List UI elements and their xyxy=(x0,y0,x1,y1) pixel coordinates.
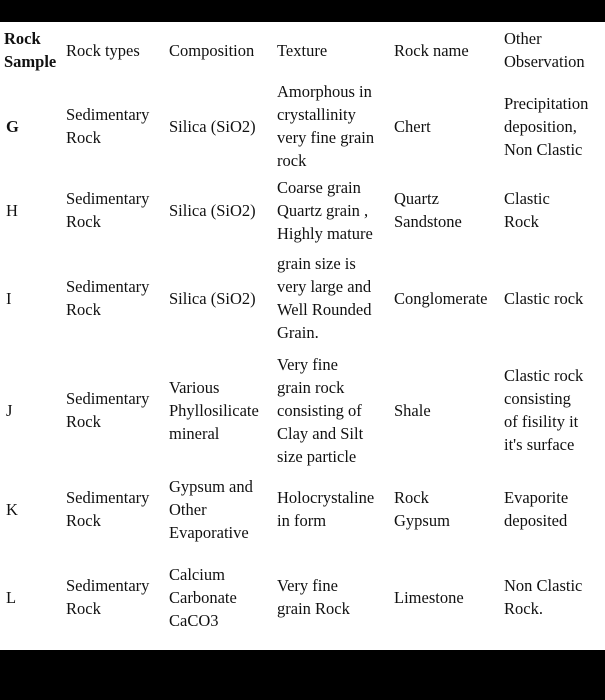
rock-type-cell: Sedimentary Rock xyxy=(66,277,150,319)
rock-name-cell: Quartz Sandstone xyxy=(394,189,462,231)
rock-type-cell: Sedimentary Rock xyxy=(66,105,150,147)
other-observation-cell: Precipitation deposition, Non Clastic xyxy=(504,93,589,159)
rock-name-cell: Conglomerate xyxy=(394,288,488,308)
table-row xyxy=(0,548,605,646)
sample-cell: J xyxy=(6,400,13,420)
composition-cell: Calcium Carbonate CaCO3 xyxy=(169,564,237,630)
texture-cell: Very fine grain Rock xyxy=(277,576,350,618)
composition-cell: Various Phyllosilicate mineral xyxy=(169,377,259,443)
rock-name-cell: Rock Gypsum xyxy=(394,488,450,530)
texture-cell: grain size is very large and Well Rounded Grain. xyxy=(277,254,372,342)
other-observation-cell: Clastic rock xyxy=(504,288,584,308)
sample-cell: I xyxy=(6,288,12,308)
rock-type-cell: Sedimentary Rock xyxy=(66,488,150,530)
header-other-observation: Other Observation xyxy=(504,29,585,71)
other-observation-cell: Clastic rock consisting of fisility it it's surface xyxy=(504,366,584,454)
rock-classification-table xyxy=(0,22,605,646)
rock-name-cell: Shale xyxy=(394,400,431,420)
header-rock-sample: Rock Sample xyxy=(4,29,57,71)
rock-table-sheet xyxy=(0,22,605,650)
composition-cell: Gypsum and Other Evaporative xyxy=(169,476,253,542)
rock-name-cell: Chert xyxy=(394,116,431,136)
table-row xyxy=(0,246,605,350)
table-row xyxy=(0,470,605,548)
rock-type-cell: Sedimentary Rock xyxy=(66,576,150,618)
sample-cell: H xyxy=(6,200,18,220)
composition-cell: Silica (SiO2) xyxy=(169,200,256,220)
table-row xyxy=(0,174,605,246)
texture-cell: Very fine grain rock consisting of Clay and Silt size particle xyxy=(277,354,364,466)
header-texture: Texture xyxy=(277,40,328,60)
header-row xyxy=(0,22,605,78)
sample-cell: L xyxy=(6,587,17,607)
rock-name-cell: Limestone xyxy=(394,587,464,607)
header-rock-types: Rock types xyxy=(66,40,140,60)
table-row xyxy=(0,78,605,174)
sample-cell: K xyxy=(6,499,18,519)
texture-cell: Holocrystaline in form xyxy=(277,488,375,530)
sample-cell: G xyxy=(6,116,19,136)
header-composition: Composition xyxy=(169,40,255,60)
texture-cell: Amorphous in crystallinity very fine grain rock xyxy=(277,82,375,170)
composition-cell: Silica (SiO2) xyxy=(169,116,256,136)
composition-cell: Silica (SiO2) xyxy=(169,288,256,308)
other-observation-cell: Clastic Rock xyxy=(504,189,550,231)
rock-type-cell: Sedimentary Rock xyxy=(66,189,150,231)
header-rock-name: Rock name xyxy=(394,40,469,60)
other-observation-cell: Evaporite deposited xyxy=(504,488,569,530)
texture-cell: Coarse grain Quartz grain , Highly mature xyxy=(277,177,373,243)
other-observation-cell: Non Clastic Rock. xyxy=(504,576,583,618)
table-row xyxy=(0,350,605,470)
rock-type-cell: Sedimentary Rock xyxy=(66,389,150,431)
